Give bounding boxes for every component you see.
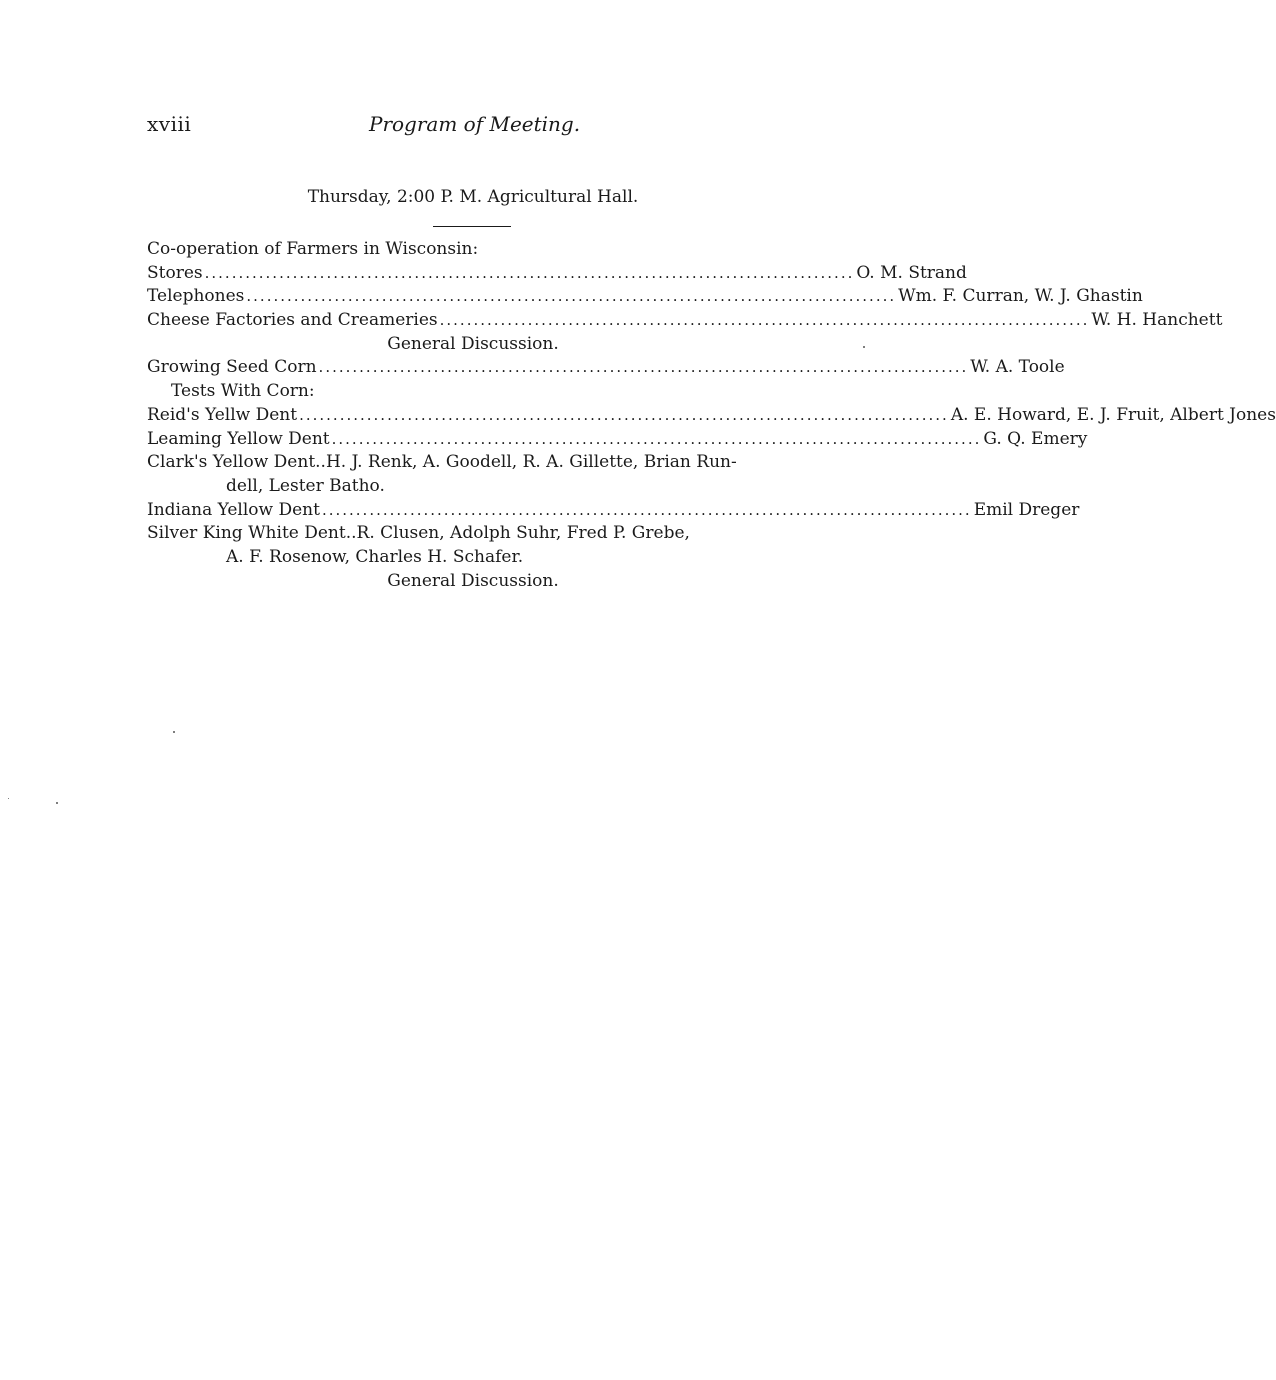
item-text: Clark's Yellow Dent..H. J. Renk, A. Goodell, R. A. Gillette, Brian Run- [147,452,737,473]
leader-dots: ................................................................................................ [204,263,855,282]
item-continuation: dell, Lester Batho. [226,475,385,496]
item-topic: Reid's Yellw Dent [147,404,298,425]
running-head [147,112,799,140]
program-item [147,285,1143,309]
scan-speck [863,346,865,348]
general-discussion: General Discussion. [387,333,559,354]
heading-rule [433,226,511,227]
scan-speck [173,731,175,733]
item-speakers: W. A. Toole [970,357,1065,378]
item-text: Silver King White Dent..R. Clusen, Adolph Suhr, Fred P. Grebe, [147,523,690,544]
leader-dots: ................................................................................................ [299,405,949,424]
general-discussion: General Discussion. [387,570,559,591]
session-heading-text: Thursday, 2:00 P. M. Agricultural Hall. [307,187,639,207]
leader-dots: ................................................................................................ [246,287,897,306]
section-title-text: Co-operation of Farmers in Wisconsin: [147,239,479,259]
section-title [147,238,799,262]
item-speakers: O. M. Strand [856,262,967,283]
item-topic: Telephones [147,286,245,307]
item-speakers: G. Q. Emery [983,428,1088,449]
leader-dots: ................................................................................................ [331,429,982,448]
item-topic: Growing Seed Corn [147,357,317,378]
leader-dots: ................................................................................................ [318,358,969,377]
leader-dots: ................................................................................................ [321,500,972,519]
program-item [147,309,1223,333]
program-item [147,262,967,286]
scan-speck [8,798,9,799]
session-heading [147,187,799,207]
program-item [147,356,1065,380]
program-item-wrapped [147,451,799,475]
page-number: xviii [147,112,192,136]
item-speakers: A. E. Howard, E. J. Fruit, Albert Jones [950,404,1276,425]
running-title: Program of Meeting. [369,112,581,136]
program-item [147,428,1088,452]
program-item [147,404,1276,428]
item-speakers: W. H. Hanchett [1091,310,1223,331]
program-list [147,238,1276,593]
program-item [147,499,1080,523]
item-topic: Cheese Factories and Creameries [147,310,438,331]
item-continuation: A. F. Rosenow, Charles H. Schafer. [226,546,524,567]
item-topic: Leaming Yellow Dent [147,428,330,449]
item-topic: Indiana Yellow Dent [147,499,320,520]
item-speakers: Wm. F. Curran, W. J. Ghastin [898,286,1143,307]
item-speakers: Emil Dreger [973,499,1080,520]
tests-heading: Tests With Corn: [171,381,315,402]
program-item-wrapped [147,522,799,546]
item-topic: Stores [147,262,203,283]
scan-speck [56,802,58,804]
leader-dots: ................................................................................................ [439,311,1090,330]
